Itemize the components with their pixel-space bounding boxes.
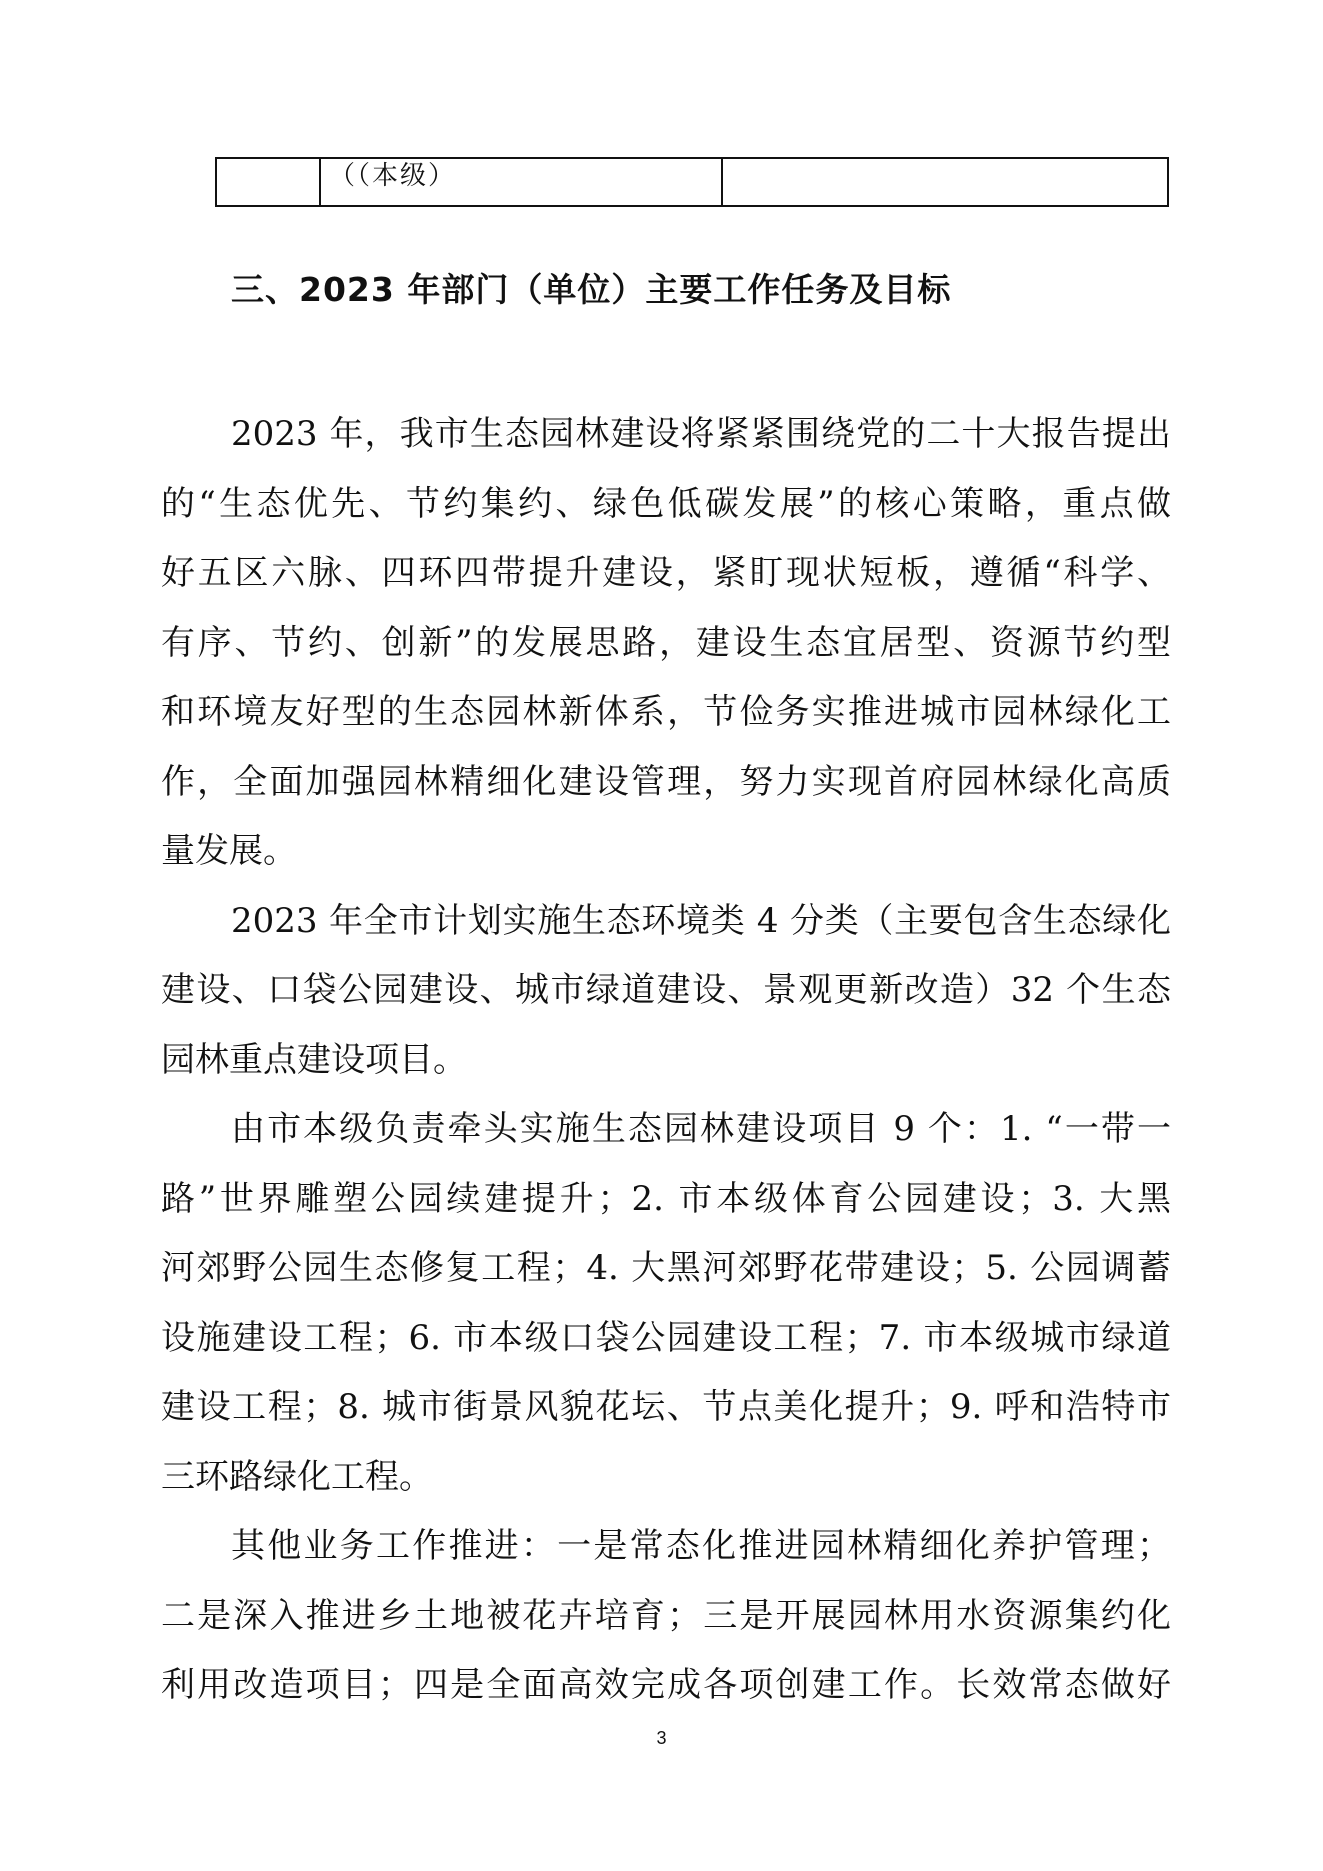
text-line: 园林重点建设项目。 — [161, 1039, 467, 1080]
text-line: 设施建设工程；6. 市本级口袋公园建设工程；7. 市本级城市绿道 — [161, 1317, 1171, 1358]
text-line: 路”世界雕塑公园续建提升；2. 市本级体育公园建设；3. 大黑 — [161, 1178, 1171, 1219]
paragraph-plan — [161, 887, 1171, 1096]
table-cell-empty-first — [216, 158, 320, 206]
text-line: 作，全面加强园林精细化建设管理，努力实现首府园林绿化高质 — [161, 761, 1171, 802]
table-cell-level-text: （（本级） — [329, 161, 457, 191]
table-cell-empty-last — [722, 158, 1168, 206]
budget-table-fragment — [215, 157, 1169, 207]
text-line: 由市本级负责牵头实施生态园林建设项目 9 个：1. “一带一 — [231, 1109, 1171, 1149]
text-line: 建设工程；8. 城市街景风貌花坛、节点美化提升；9. 呼和浩特市 — [161, 1387, 1171, 1427]
text-line: 好五区六脉、四环四带提升建设，紧盯现状短板，遵循“科学、 — [161, 553, 1171, 593]
text-line: 和环境友好型的生态园林新体系，节俭务实推进城市园林绿化工 — [161, 692, 1171, 732]
text-line: 利用改造项目；四是全面高效完成各项创建工作。长效常态做好 — [161, 1665, 1171, 1705]
section-heading: 三、2023 年部门（单位）主要工作任务及目标 — [231, 270, 952, 309]
text-line: 三环路绿化工程。 — [161, 1456, 433, 1497]
paragraph-strategy — [161, 400, 1171, 887]
body-text — [161, 400, 1171, 1721]
text-line: 其他业务工作推进：一是常态化推进园林精细化养护管理； — [231, 1526, 1171, 1566]
paragraph-projects — [161, 1095, 1171, 1512]
table-row — [216, 158, 1168, 206]
paragraph-other-work — [161, 1512, 1171, 1721]
text-line: 量发展。 — [161, 831, 297, 871]
text-line: 2023 年，我市生态园林建设将紧紧围绕党的二十大报告提出 — [231, 414, 1171, 454]
table-cell-level — [320, 158, 722, 206]
text-line: 二是深入推进乡土地被花卉培育；三是开展园林用水资源集约化 — [161, 1595, 1171, 1636]
text-line: 建设、口袋公园建设、城市绿道建设、景观更新改造）32 个生态 — [161, 970, 1171, 1010]
text-line: 河郊野公园生态修复工程；4. 大黑河郊野花带建设；5. 公园调蓄 — [161, 1248, 1171, 1288]
text-line: 有序、节约、创新”的发展思路，建设生态宜居型、资源节约型 — [161, 622, 1171, 663]
text-line: 的“生态优先、节约集约、绿色低碳发展”的核心策略，重点做 — [161, 483, 1171, 524]
page-number: 3 — [656, 1728, 667, 1748]
text-line: 2023 年全市计划实施生态环境类 4 分类（主要包含生态绿化 — [231, 900, 1171, 941]
